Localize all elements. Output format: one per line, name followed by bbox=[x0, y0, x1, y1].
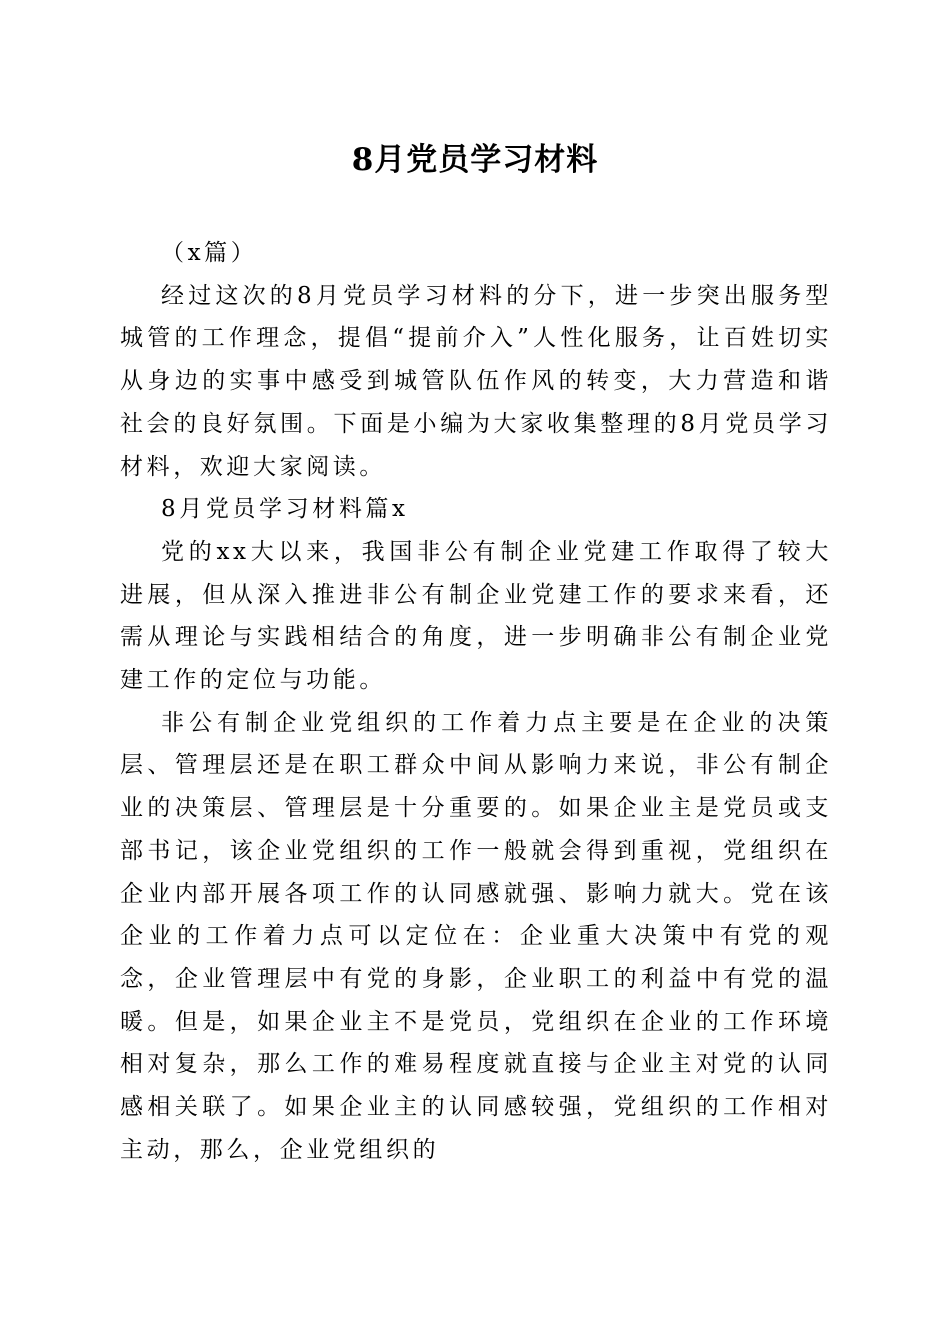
paragraph-focus: 非公有制企业党组织的工作着力点主要是在企业的决策层、管理层还是在职工群众中间从影响力来说，非公有制企业的决策层、管理层是十分重要的。如果企业主是党员或支部书记，该企业党组织的工作一般就会得到重视，党组织在企业内部开展各项工作的认同感就强、影响力就大。党在该企业的工作着力点可以定位在：企业重大决策中有党的观念，企业管理层中有党的身影，企业职工的利益中有党的温暖。但是，如果企业主不是党员，党组织在企业的工作环境相对复杂，那么工作的难易程度就直接与企业主对党的认同感相关联了。如果企业主的认同感较强，党组织的工作相对主动，那么，企业党组织的 bbox=[120, 709, 832, 1163]
paragraph-subheading: 8月党员学习材料篇x bbox=[161, 496, 409, 523]
paragraph-section-count: （x篇） bbox=[161, 240, 258, 266]
paragraph-positioning: 党的xx大以来，我国非公有制企业党建工作取得了较大进展，但从深入推进非公有制企业党建工作的要求来看，还需从理论与实践相结合的角度，进一步明确非公有制企业党建工作的定位与功能。 bbox=[120, 538, 832, 694]
paragraph-intro: 经过这次的8月党员学习材料的分下，进一步突出服务型城管的工作理念，提倡“提前介入”人性化服务，让百姓切实从身边的实事中感受到城管队伍作风的转变，大力营造和谐社会的良好氛围。下面是小编为大家收集整理的8月党员学习材料，欢迎大家阅读。 bbox=[120, 282, 832, 480]
document-title: 8月党员学习材料 bbox=[351, 142, 599, 178]
document-body bbox=[120, 232, 832, 1171]
